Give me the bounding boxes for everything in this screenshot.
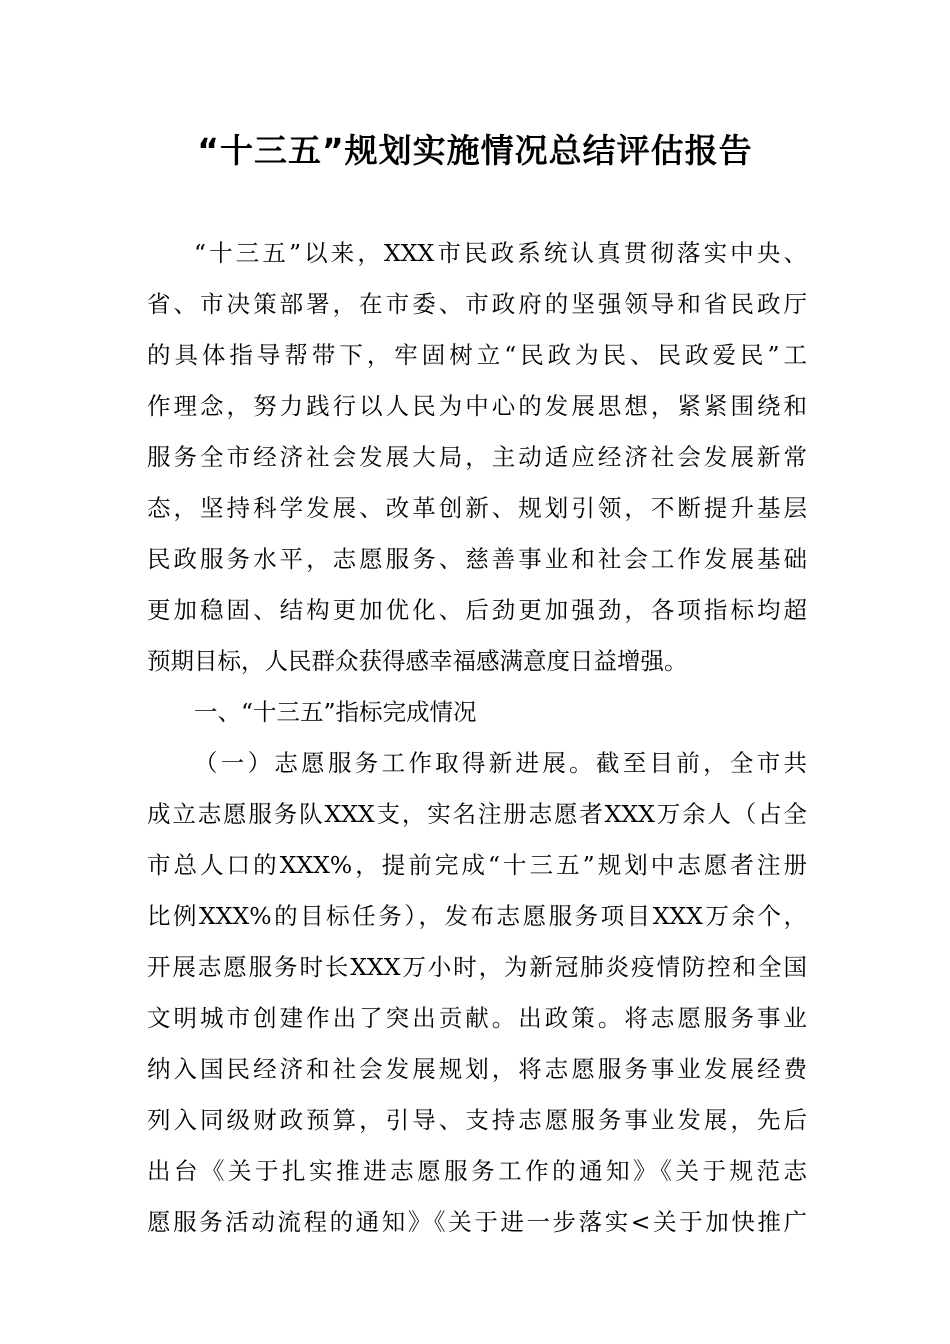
text-line: 出台《关于扎实推进志愿服务工作的通知》《关于规范志 xyxy=(147,1157,807,1185)
text-line: 比例XXX%的目标任务），发布志愿服务项目XXX万余个， xyxy=(147,902,807,930)
paragraph-intro xyxy=(147,228,807,687)
text-line: 民政服务水平，志愿服务、慈善事业和社会工作发展基础 xyxy=(147,545,807,573)
text-line: “十三五”以来，XXX市民政系统认真贯彻落实中央、 xyxy=(194,239,807,267)
text-line: 列入同级财政预算，引导、支持志愿服务事业发展，先后 xyxy=(147,1106,807,1134)
text-line: 省、市决策部署，在市委、市政府的坚强领导和省民政厅 xyxy=(147,290,807,318)
document-title: “十三五”规划实施情况总结评估报告 xyxy=(197,131,753,170)
text-line: （一）志愿服务工作取得新进展。截至目前，全市共 xyxy=(194,749,807,777)
section-heading: 一、“十三五”指标完成情况 xyxy=(194,698,477,726)
text-line: 的具体指导帮带下，牢固树立“民政为民、民政爱民”工 xyxy=(147,341,807,369)
text-line: 成立志愿服务队XXX支，实名注册志愿者XXX万余人（占全 xyxy=(147,800,807,828)
text-line: 纳入国民经济和社会发展规划，将志愿服务事业发展经费 xyxy=(147,1055,807,1083)
text-line: 作理念，努力践行以人民为中心的发展思想，紧紧围绕和 xyxy=(147,392,807,420)
text-line: 更加稳固、结构更加优化、后劲更加强劲，各项指标均超 xyxy=(147,596,807,624)
text-line: 预期目标，人民群众获得感幸福感满意度日益增强。 xyxy=(147,647,688,675)
text-line: 开展志愿服务时长XXX万小时，为新冠肺炎疫情防控和全国 xyxy=(147,953,807,981)
document-body xyxy=(147,228,807,1248)
text-line: 态，坚持科学发展、改革创新、规划引领，不断提升基层 xyxy=(147,494,807,522)
paragraph-volunteer-service xyxy=(147,738,807,1248)
text-line: 服务全市经济社会发展大局，主动适应经济社会发展新常 xyxy=(147,443,807,471)
text-line: 市总人口的XXX%，提前完成“十三五”规划中志愿者注册 xyxy=(147,851,807,879)
text-line: 文明城市创建作出了突出贡献。出政策。将志愿服务事业 xyxy=(147,1004,807,1032)
text-line: 愿服务活动流程的通知》《关于进一步落实<关于加快推广 xyxy=(147,1208,807,1236)
